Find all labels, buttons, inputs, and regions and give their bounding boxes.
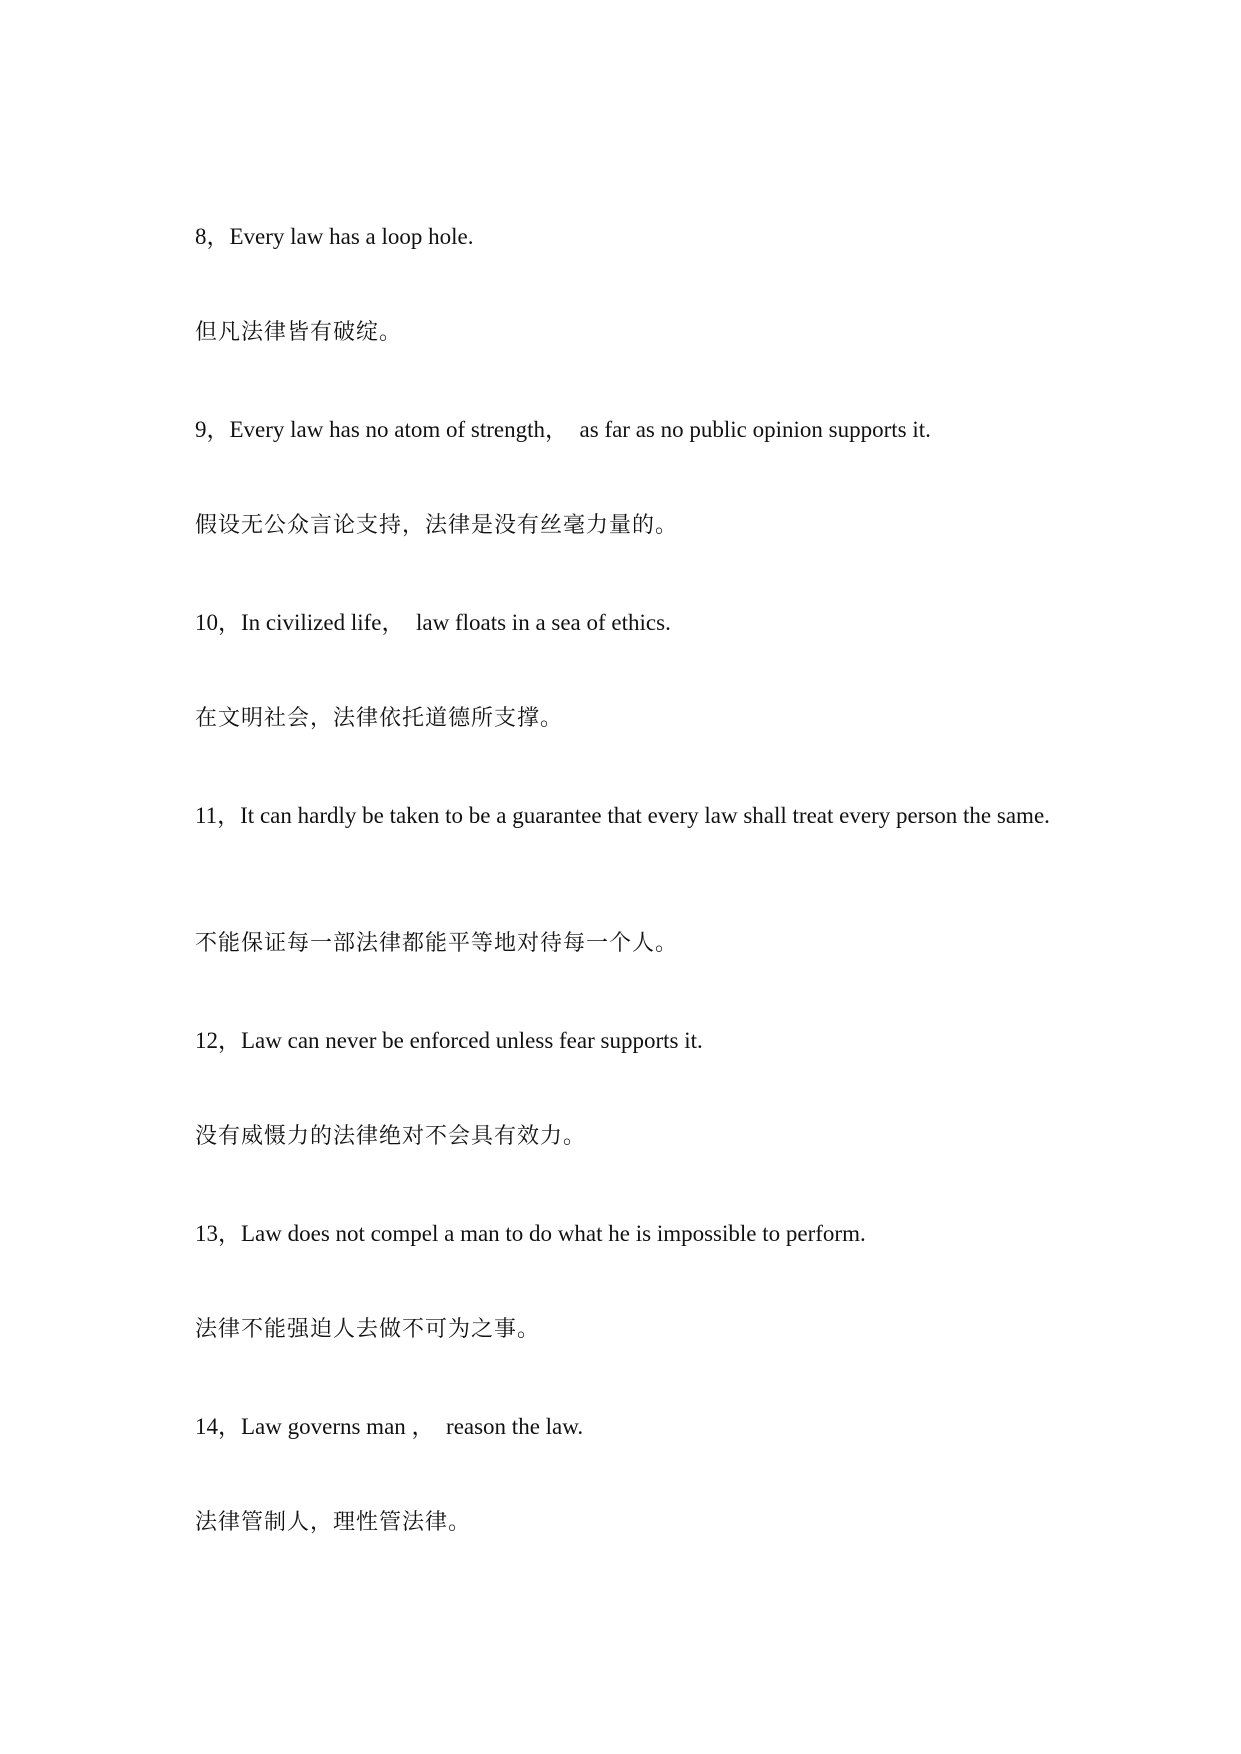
quote-11-chinese: 不能保证每一部法律都能平等地对待每一个人。 bbox=[195, 931, 679, 956]
quote-9-chinese: 假设无公众言论支持，法律是没有丝毫力量的。 bbox=[195, 513, 679, 538]
quote-9-english: 9，Every law has no atom of strength， as far as no public opinion supports it. bbox=[195, 417, 931, 442]
quote-13-chinese: 法律不能强迫人去做不可为之事。 bbox=[195, 1317, 541, 1342]
quote-11-english: 11，It can hardly be taken to be a guarantee that every law shall treat every person the same. bbox=[195, 803, 1050, 828]
quote-14-english: 14，Law governs man ， reason the law. bbox=[195, 1414, 584, 1439]
quote-13-english: 13，Law does not compel a man to do what he is impossible to perform. bbox=[195, 1221, 866, 1246]
quote-8-english: 8，Every law has a loop hole. bbox=[195, 224, 474, 249]
quote-12-english: 12，Law can never be enforced unless fear supports it. bbox=[195, 1028, 703, 1053]
quote-8-chinese: 但凡法律皆有破绽。 bbox=[195, 320, 403, 345]
quote-14-chinese: 法律管制人，理性管法律。 bbox=[195, 1510, 472, 1535]
quote-12-chinese: 没有威慑力的法律绝对不会具有效力。 bbox=[195, 1124, 587, 1149]
quote-10-chinese: 在文明社会，法律依托道德所支撑。 bbox=[195, 706, 564, 731]
quote-10-english: 10，In civilized life， law floats in a sea of ethics. bbox=[195, 610, 671, 635]
